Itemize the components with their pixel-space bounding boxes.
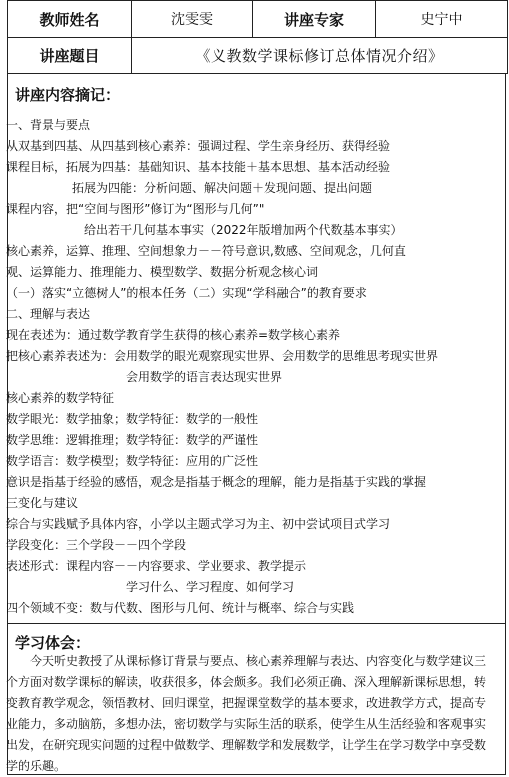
notes-line: 二、理解与表达 [6, 307, 91, 321]
notes-line: 给出若干几何基本事实（2022年版增加两个代数基本事实） [84, 223, 403, 237]
notes-line: 综合与实践赋予具体内容，小学以主题式学习为主、初中尝试项目式学习 [6, 517, 391, 531]
notes-title: 讲座内容摘记： [15, 86, 121, 104]
notes-line: 课程目标，拓展为四基：基础知识、基本技能＋基本思想、基本活动经验 [6, 160, 391, 174]
notes-line: （一）落实“立德树人”的根本任务（二）实现“学科融合”的教育要求 [6, 286, 367, 300]
notes-line: 会用数学的语言表达现实世界 [126, 370, 283, 384]
notes-line: 核心素养，运算、推理、空间想象力－－符号意识,数感、空间观念，几何直 [6, 244, 406, 258]
notes-line: 学段变化：三个学段－－四个学段 [6, 538, 187, 552]
notes-line: 观、运算能力、推理能力、模型数学、数据分析观念核心词 [6, 265, 319, 279]
expert-label: 讲座专家 [253, 1, 376, 38]
notes-line: 数学眼光：数学抽象；数学特征：数学的一般性 [6, 412, 259, 426]
notes-line: 现在表述为：通过数学教育学生获得的核心素养=数学核心素养 [6, 328, 341, 342]
header-table [7, 0, 508, 74]
teacher-name-value: 沈雯雯 [132, 1, 253, 38]
notes-line: 三变化与建议 [6, 496, 79, 510]
notes-line: 一、背景与要点 [6, 118, 91, 132]
notes-line: 四个领域不变：数与代数、图形与几何、统计与概率、综合与实践 [6, 601, 355, 615]
notes-line: 课程内容，把“空间与图形”修订为“图形与几何”" [6, 202, 265, 216]
notes-line: 意识是指基于经验的感悟，观念是指基于概念的理解，能力是指基于实践的掌握 [6, 475, 427, 489]
notes-line: 数学语言：数学模型；数学特征：应用的广泛性 [6, 454, 259, 468]
notes-line: 拓展为四能：分析问题、解决问题＋发现问题、提出问题 [72, 181, 373, 195]
teacher-name-label: 教师姓名 [8, 1, 132, 38]
notes-line: 数学思维：逻辑推理；数学特征：数学的严谨性 [6, 433, 259, 447]
notes-line: 学习什么、学习程度、如何学习 [126, 580, 295, 594]
notes-lines [6, 115, 498, 619]
experience-title: 学习体会： [15, 634, 91, 652]
expert-name-value: 史宁中 [376, 1, 508, 38]
notes-line: 表述形式：课程内容－－内容要求、学业要求、教学提示 [6, 559, 307, 573]
notes-line: 核心素养的数学特征 [6, 391, 115, 405]
experience-paragraph: 今天听史教授了从课标修订背景与要点、核心素养理解与表达、内容变化与数学建议三个方面对数学课标的解读，收获很多，体会颇多。我们必须正确、深入理解新课标思想，转变教育教学观念，领悟教材、回归课堂，把握课堂数学的基本要求，改进教学方式，提高专业能力，多动脑筋，多想办法，密切数学与实际生活的联系，使学生从生活经验和客观事实出发，在研究现实问题的过程中做数学、理解数学和发展数学，让学生在学习数学中享受数学的乐趣。 [6, 654, 487, 773]
notes-line: 把核心素养表述为：会用数学的眼光观察现实世界、会用数学的思维思考现实世界 [6, 349, 439, 363]
topic-value: 《义教数学课标修订总体情况介绍》 [132, 38, 508, 74]
notes-line: 从双基到四基、从四基到核心素养：强调过程、学生亲身经历、获得经验 [6, 139, 391, 153]
topic-label: 讲座题目 [8, 38, 132, 74]
